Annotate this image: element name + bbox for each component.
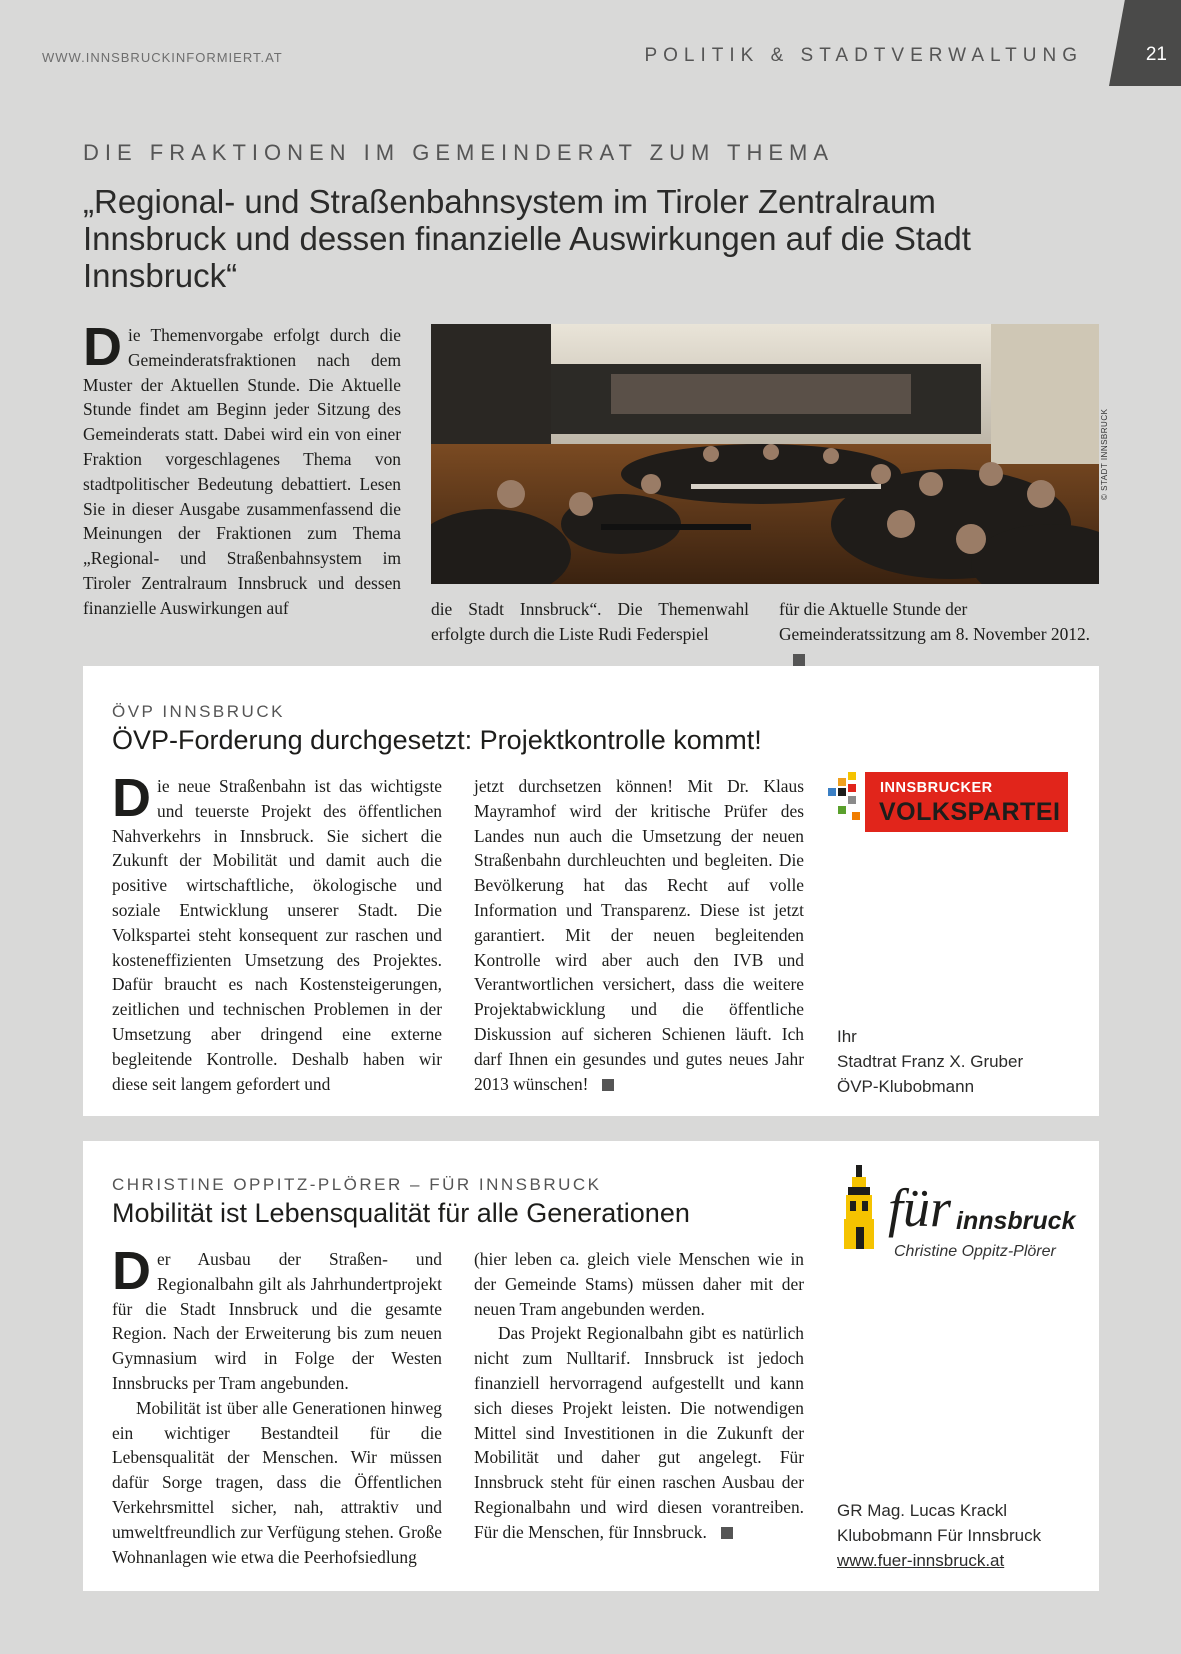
fi-column-1 [112,1241,442,1569]
oevp-logo-line-1: INNSBRUCKER [880,780,993,796]
oevp-text-2: jetzt durchsetzen können! Mit Dr. Klaus Mayramhof wird der kritische Prüfer des Landes nun auch die Umsetzung der neuen Straßenbahn durchleuchten und begleiten. Die Bevölkerung hat das Recht auf volle Information und Transparenz. Diese ist jetzt garantiert. Mit der neuen begleitenden Kontrolle wird aber auch den IVB und Verantwortlichen versichert, dass die weitere Projektabwicklung und die öffentliche Diskussion auf sicheren Schienen läuft. Ich darf Ihnen ein gesundes und gutes neues Jahr 2013 wünschen! [474,776,804,1094]
site-url: WWW.INNSBRUCKINFORMIERT.AT [42,50,283,65]
section-label: POLITIK & STADTVERWALTUNG [644,45,1083,66]
oevp-column-2 [474,774,804,1096]
intro-column-3 [779,597,1099,671]
signature-line: Stadtrat Franz X. Gruber [837,1052,1024,1071]
fi-signature [837,1498,1041,1573]
oevp-title: ÖVP-Forderung durchgesetzt: Projektkontrolle kommt! [112,725,762,755]
end-mark [793,654,805,666]
signature-line: ÖVP-Klubobmann [837,1077,975,1096]
fi-text-2b: Das Projekt Regionalbahn gibt es natürlich nicht zum Nulltarif. Innsbruck ist jedoch finanziell hervorragend aufgestellt und kann sich dieses Projekt leisten. Die notwendigen Mittel sind Investitionen in die Zukunft der Mobilität und daher gut angelegt. Für Innsbruck steht für einen raschen Ausbau der Regionalbahn und wird diesen vorantreiben. Für die Menschen, für Innsbruck. [474,1323,804,1542]
intro-text-3: für die Aktuelle Stunde der Gemeinderatssitzung am 8. November 2012. [779,599,1091,644]
dropcap: D [112,1241,151,1301]
oevp-text-1: ie neue Straßenbahn ist das wichtigste und teuerste Projekt des öffentlichen Nahverkehrs in Innsbruck. Sie sichert die Zukunft der Mobilität und damit auch die positive wirtschaftliche, ökologische und soziale Entwicklung unserer Stadt. Die Volkspartei steht konsequent zur raschen und kosteneffizienten Umsetzung des Projektes. Dafür braucht es nach Kostensteigerungen, zeitlichen und technischen Problemen in der Umsetzung aber dringend eine externe begleitende Kontrolle. Deshalb haben wir diese seit langem gefordert und [112,776,442,1094]
dropcap: D [112,768,151,828]
end-mark [721,1527,733,1539]
fi-text-1a: er Ausbau der Straßen- und Regionalbahn gilt als Jahrhundertprojekt für die Stadt Innsbruck und die gesamte Region. Nach der Erweiterung bis zum neuen Gymnasium wird in Folge der Westen Innsbrucks per Tram angebunden. [112,1249,442,1393]
signature-line: Klubobmann Für Innsbruck [837,1526,1042,1545]
signature-line: GR Mag. Lucas Krackl [837,1501,1008,1520]
page-tab [1109,0,1181,86]
end-mark [602,1079,614,1091]
fi-title: Mobilität ist Lebensqualität für alle Generationen [112,1198,690,1228]
fi-text-1b: Mobilität ist über alle Generationen hinweg ein wichtiger Bestandteil für die Lebensqualität der Menschen. Wir müssen dafür Sorge tragen, dass die Öffentlichen Verkehrsmittel sicher, nah, attraktiv und umweltfreundlich zur Verfügung stehen. Große Wohnanlagen wie etwa die Peerhofsiedlung [112,1397,442,1567]
oevp-article [83,666,1099,1116]
logo-innsbruck-text: innsbruck [956,1207,1076,1235]
oevp-column-1 [112,768,442,1096]
oevp-logo-line-2: VOLKSPARTEI [879,798,1061,826]
fi-article [83,1141,1099,1591]
photo-credit: © STADT INNSBRUCK [1100,408,1109,500]
fuer-innsbruck-logo [838,1165,1088,1265]
oevp-signature [837,1024,1023,1099]
fi-text-2a: (hier leben ca. gleich viele Menschen wie in der Gemeinde Stams) müssen daher mit der neuen Tram angebunden werden. [474,1249,804,1319]
website-link[interactable]: www.fuer-innsbruck.at [837,1551,1005,1570]
intro-column-1 [83,317,401,621]
oevp-kicker: ÖVP INNSBRUCK [112,702,285,721]
intro-column-2: die Stadt Innsbruck“. Die Themenwahl erfolgte durch die Liste Rudi Federspiel [431,599,749,644]
council-photo [431,324,1099,584]
oevp-logo [828,772,1068,832]
dropcap: D [83,317,122,377]
intro-kicker: DIE FRAKTIONEN IM GEMEINDERAT ZUM THEMA [83,140,835,165]
fi-kicker: CHRISTINE OPPITZ-PLÖRER – FÜR INNSBRUCK [112,1175,602,1194]
intro-text-1: ie Themenvorgabe erfolgt durch die Gemeinderatsfraktionen nach dem Muster der Aktuellen Stunde. Die Aktuelle Stunde findet am Beginn jeder Sitzung des Gemeinderats statt. Dabei wird ein von einer Fraktion vorgeschlagenes Thema von stadtpolitischer Bedeutung debattiert. Lesen Sie in dieser Ausgabe zusammenfassend die Meinungen der Fraktionen zum Thema „Regional- und Straßenbahnsystem im Tiroler Zentralraum Innsbruck und dessen finanzielle Auswirkungen auf [83,325,401,618]
page-title: „Regional- und Straßenbahnsystem im Tiroler Zentralraum Innsbruck und dessen finanzielle Auswirkungen auf die Stadt Innsbruck“ [83,183,971,294]
logo-fur-text: für [888,1178,952,1238]
fi-column-2 [474,1247,804,1545]
signature-line: Ihr [837,1027,857,1046]
tower-icon [838,1165,882,1249]
logo-name-text: Christine Oppitz-Plörer [894,1243,1056,1260]
council-photo-image [431,324,1099,584]
page-number: 21 [1145,44,1167,65]
